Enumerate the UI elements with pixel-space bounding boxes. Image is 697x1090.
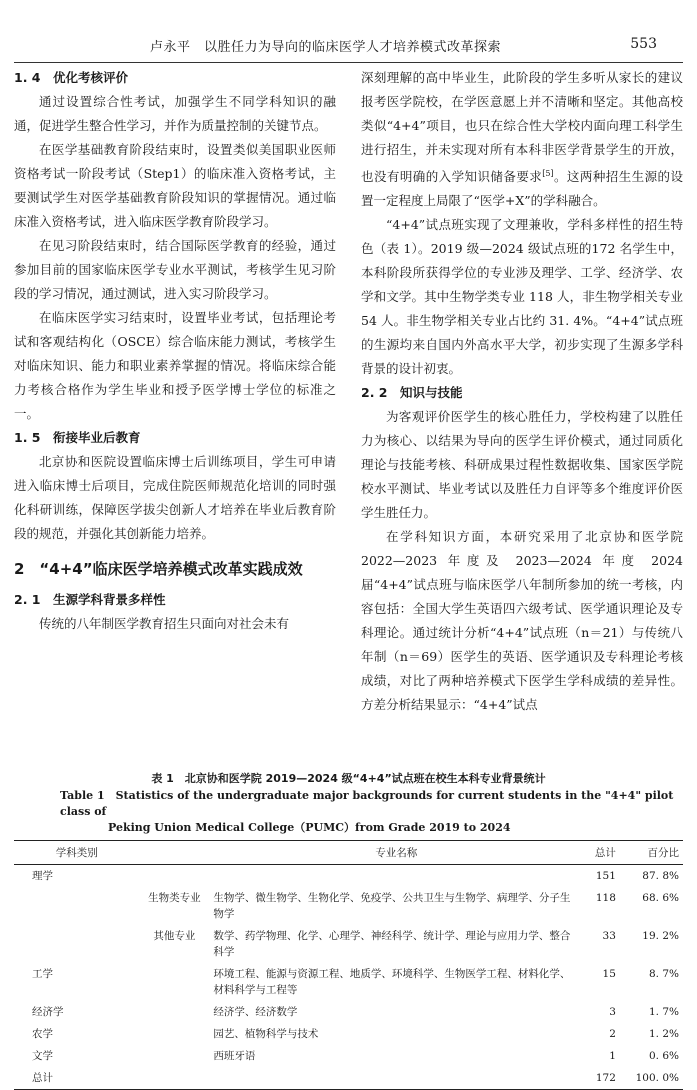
cell-total: 1 xyxy=(609,1050,616,1062)
cell-major-names: 经济学、经济数学 xyxy=(213,1006,298,1018)
cell-percent: 87. 8% xyxy=(642,870,679,882)
left-column xyxy=(14,66,336,636)
cell-percent: 68. 6% xyxy=(642,892,679,904)
table-title-en-line2: Peking Union Medical College（PUMC）from Grade 2019 to 2024 xyxy=(108,821,511,834)
cell-subcategory xyxy=(139,865,209,888)
table-title-en-line1: Table 1 Statistics of the undergraduate major backgrounds for current students in the "4+4" pilot class of xyxy=(60,789,674,818)
statistics-table xyxy=(14,840,683,1090)
cell-subcategory: 生物类专业 xyxy=(148,892,201,904)
cell-major-names: 生物学、微生物学、生物化学、免疫学、公共卫生与生物学、病理学、分子生物学 xyxy=(213,892,571,920)
paragraph: 通过设置综合性考试，加强学生不同学科知识的融通，促进学生整合性学习，并作为质量控制的关键节点。 xyxy=(14,94,336,133)
cell-percent: 8. 7% xyxy=(648,968,679,980)
cell-total: 3 xyxy=(609,1006,616,1018)
cell-category: 总计 xyxy=(32,1072,53,1084)
section-1-4-heading: 1. 4 优化考核评价 xyxy=(14,70,128,85)
cell-major-names: 西班牙语 xyxy=(213,1050,256,1062)
cell-total: 2 xyxy=(609,1028,616,1040)
cell-percent: 1. 2% xyxy=(648,1028,679,1040)
cell-total: 33 xyxy=(602,930,616,942)
running-header xyxy=(0,36,697,58)
header-total: 总计 xyxy=(594,847,616,859)
header-category: 学科类别 xyxy=(55,847,98,859)
cell-category xyxy=(14,887,139,925)
cell-category: 工学 xyxy=(32,968,53,980)
header-name: 专业名称 xyxy=(375,847,418,859)
cell-total: 15 xyxy=(602,968,616,980)
section-1-5-heading: 1. 5 衔接毕业后教育 xyxy=(14,430,141,445)
running-title: 卢永平 以胜任力为导向的临床医学人才培养模式改革探索 xyxy=(150,40,502,55)
table-row xyxy=(14,1001,683,1023)
right-column xyxy=(361,66,683,717)
table-row xyxy=(14,963,683,1001)
citation: [5] xyxy=(542,169,554,178)
table-row xyxy=(14,1023,683,1045)
cell-category: 理学 xyxy=(32,870,53,882)
table-row xyxy=(14,887,683,925)
paragraph: 在学科知识方面，本研究采用了北京协和医学院 2022—2023 年度及 2023—2024 年度 2024 届“4+4”试点班与临床医学八年制所参加的统一考核，内容包括：全国大学生英语四六级考试、医学通识理论及专科理论。通过统计分析“4+4”试点班（n＝21）与传统八年制（n＝69）医学生的英语、医学通识及专科理论考核成绩，对比了两种培养模式下医学生学科成绩的差异性。方差分析结果显示：“4+4”试点 xyxy=(361,529,683,713)
paragraph: 北京协和医院设置临床博士后训练项目，学生可申请进入临床博士后项目，完成住院医师规范化培训的同时强化科研训练，保障医学拔尖创新人才培养在毕业后教育阶段的规范，并强化其创新能力培养。 xyxy=(14,454,336,541)
cell-category xyxy=(14,925,139,963)
header-rule xyxy=(14,62,683,63)
cell-subcategory xyxy=(139,963,209,1001)
section-2-heading: 2 “4+4”临床医学培养模式改革实践成效 xyxy=(14,560,303,578)
section-2-1-heading: 2. 1 生源学科背景多样性 xyxy=(14,592,166,607)
cell-major-names xyxy=(209,1067,583,1090)
cell-major-names: 园艺、植物科学与技术 xyxy=(213,1028,319,1040)
cell-percent: 1. 7% xyxy=(648,1006,679,1018)
paragraph: 在临床医学实习结束时，设置毕业考试，包括理论考试和客观结构化（OSCE）综合临床能力测试，考核学生对临床知识、能力和职业素养掌握的情况。将临床综合能力考核合格作为学生毕业和授予医学博士学位的标准之一。 xyxy=(14,310,336,421)
cell-total: 118 xyxy=(595,892,616,904)
cell-subcategory xyxy=(139,1023,209,1045)
cell-major-names: 数学、药学物理、化学、心理学、神经科学、统计学、理论与应用力学、整合科学 xyxy=(213,930,571,958)
cell-subcategory: 其他专业 xyxy=(153,930,196,942)
cell-category: 经济学 xyxy=(32,1006,64,1018)
table-row xyxy=(14,1045,683,1067)
table-title-en xyxy=(14,788,683,836)
table-1 xyxy=(14,770,683,1090)
cell-percent: 0. 6% xyxy=(648,1050,679,1062)
cell-category: 文学 xyxy=(32,1050,53,1062)
header-subcategory xyxy=(139,841,209,865)
cell-major-names: 环境工程、能源与资源工程、地质学、环境科学、生物医学工程、材料化学、材料科学与工程等 xyxy=(213,968,571,996)
table-row xyxy=(14,1067,683,1090)
header-pct: 百分比 xyxy=(647,847,679,859)
table-title-cn: 表 1 北京协和医学院 2019—2024 级“4+4”试点班在校生本科专业背景统计 xyxy=(151,772,546,785)
paragraph: 传统的八年制医学教育招生只面向对社会未有 xyxy=(39,616,290,631)
paragraph: 为客观评价医学生的核心胜任力，学校构建了以胜任力为核心、以结果为导向的医学生评价模式，通过同质化理论与技能考核、科研成果过程性数据收集、国家医学院校水平测试、毕业考试以及胜任力自评等多个维度评价医学生胜任力。 xyxy=(361,409,683,521)
cell-subcategory xyxy=(139,1067,209,1090)
cell-category: 农学 xyxy=(32,1028,53,1040)
table-row xyxy=(14,925,683,963)
cell-subcategory xyxy=(139,1045,209,1067)
section-2-2-heading: 2. 2 知识与技能 xyxy=(361,385,463,401)
paragraph-text: 深刻理解的高中毕业生，此阶段的学生多听从家长的建议报考医学院校，在学医意愿上并不清晰和坚定。其他高校类似“4+4”项目，也只在综合性大学校内面向理工科学生进行招生，并未实现对所有本科非医学背景学生的开放，也没有明确的入学知识储备要求 xyxy=(361,70,683,185)
page-number: 553 xyxy=(630,36,657,52)
paragraph xyxy=(361,66,683,213)
paragraph: “4+4”试点班实现了文理兼收，学科多样性的招生特色（表 1）。2019 级—2024 级试点班的172 名学生中，本科阶段所获得学位的专业涉及理学、工学、经济学、农学和文学。其中生物学类专业 118 人，非生物学相关专业 54 人。非生物学相关专业占比约 31. 4%。“4+4”试点班的生源均来自国内外高水平大学，初步实现了生源多学科背景的设计初衷。 xyxy=(361,217,683,377)
paragraph-text: 。这两种招生生源的设置一定程度上局限了“医学+X”的学科融合。 xyxy=(361,169,683,209)
cell-percent: 100. 0% xyxy=(635,1072,679,1084)
table-header-row xyxy=(14,841,683,865)
paragraph: 在医学基础教育阶段结束时，设置类似美国职业医师资格考试一阶段考试（Step1）的临床准入资格考试，主要测试学生对医学基础教育阶段知识的掌握情况。通过临床准入资格考试，进入临床医学教育阶段学习。 xyxy=(14,142,336,229)
cell-total: 172 xyxy=(595,1072,616,1084)
paragraph: 在见习阶段结束时，结合国际医学教育的经验，通过参加目前的国家临床医学专业水平测试，考核学生见习阶段的学习情况，通过测试，进入实习阶段学习。 xyxy=(14,238,336,301)
cell-major-names xyxy=(209,865,583,888)
table-row xyxy=(14,865,683,888)
cell-subcategory xyxy=(139,1001,209,1023)
cell-total: 151 xyxy=(595,870,616,882)
cell-percent: 19. 2% xyxy=(642,930,679,942)
